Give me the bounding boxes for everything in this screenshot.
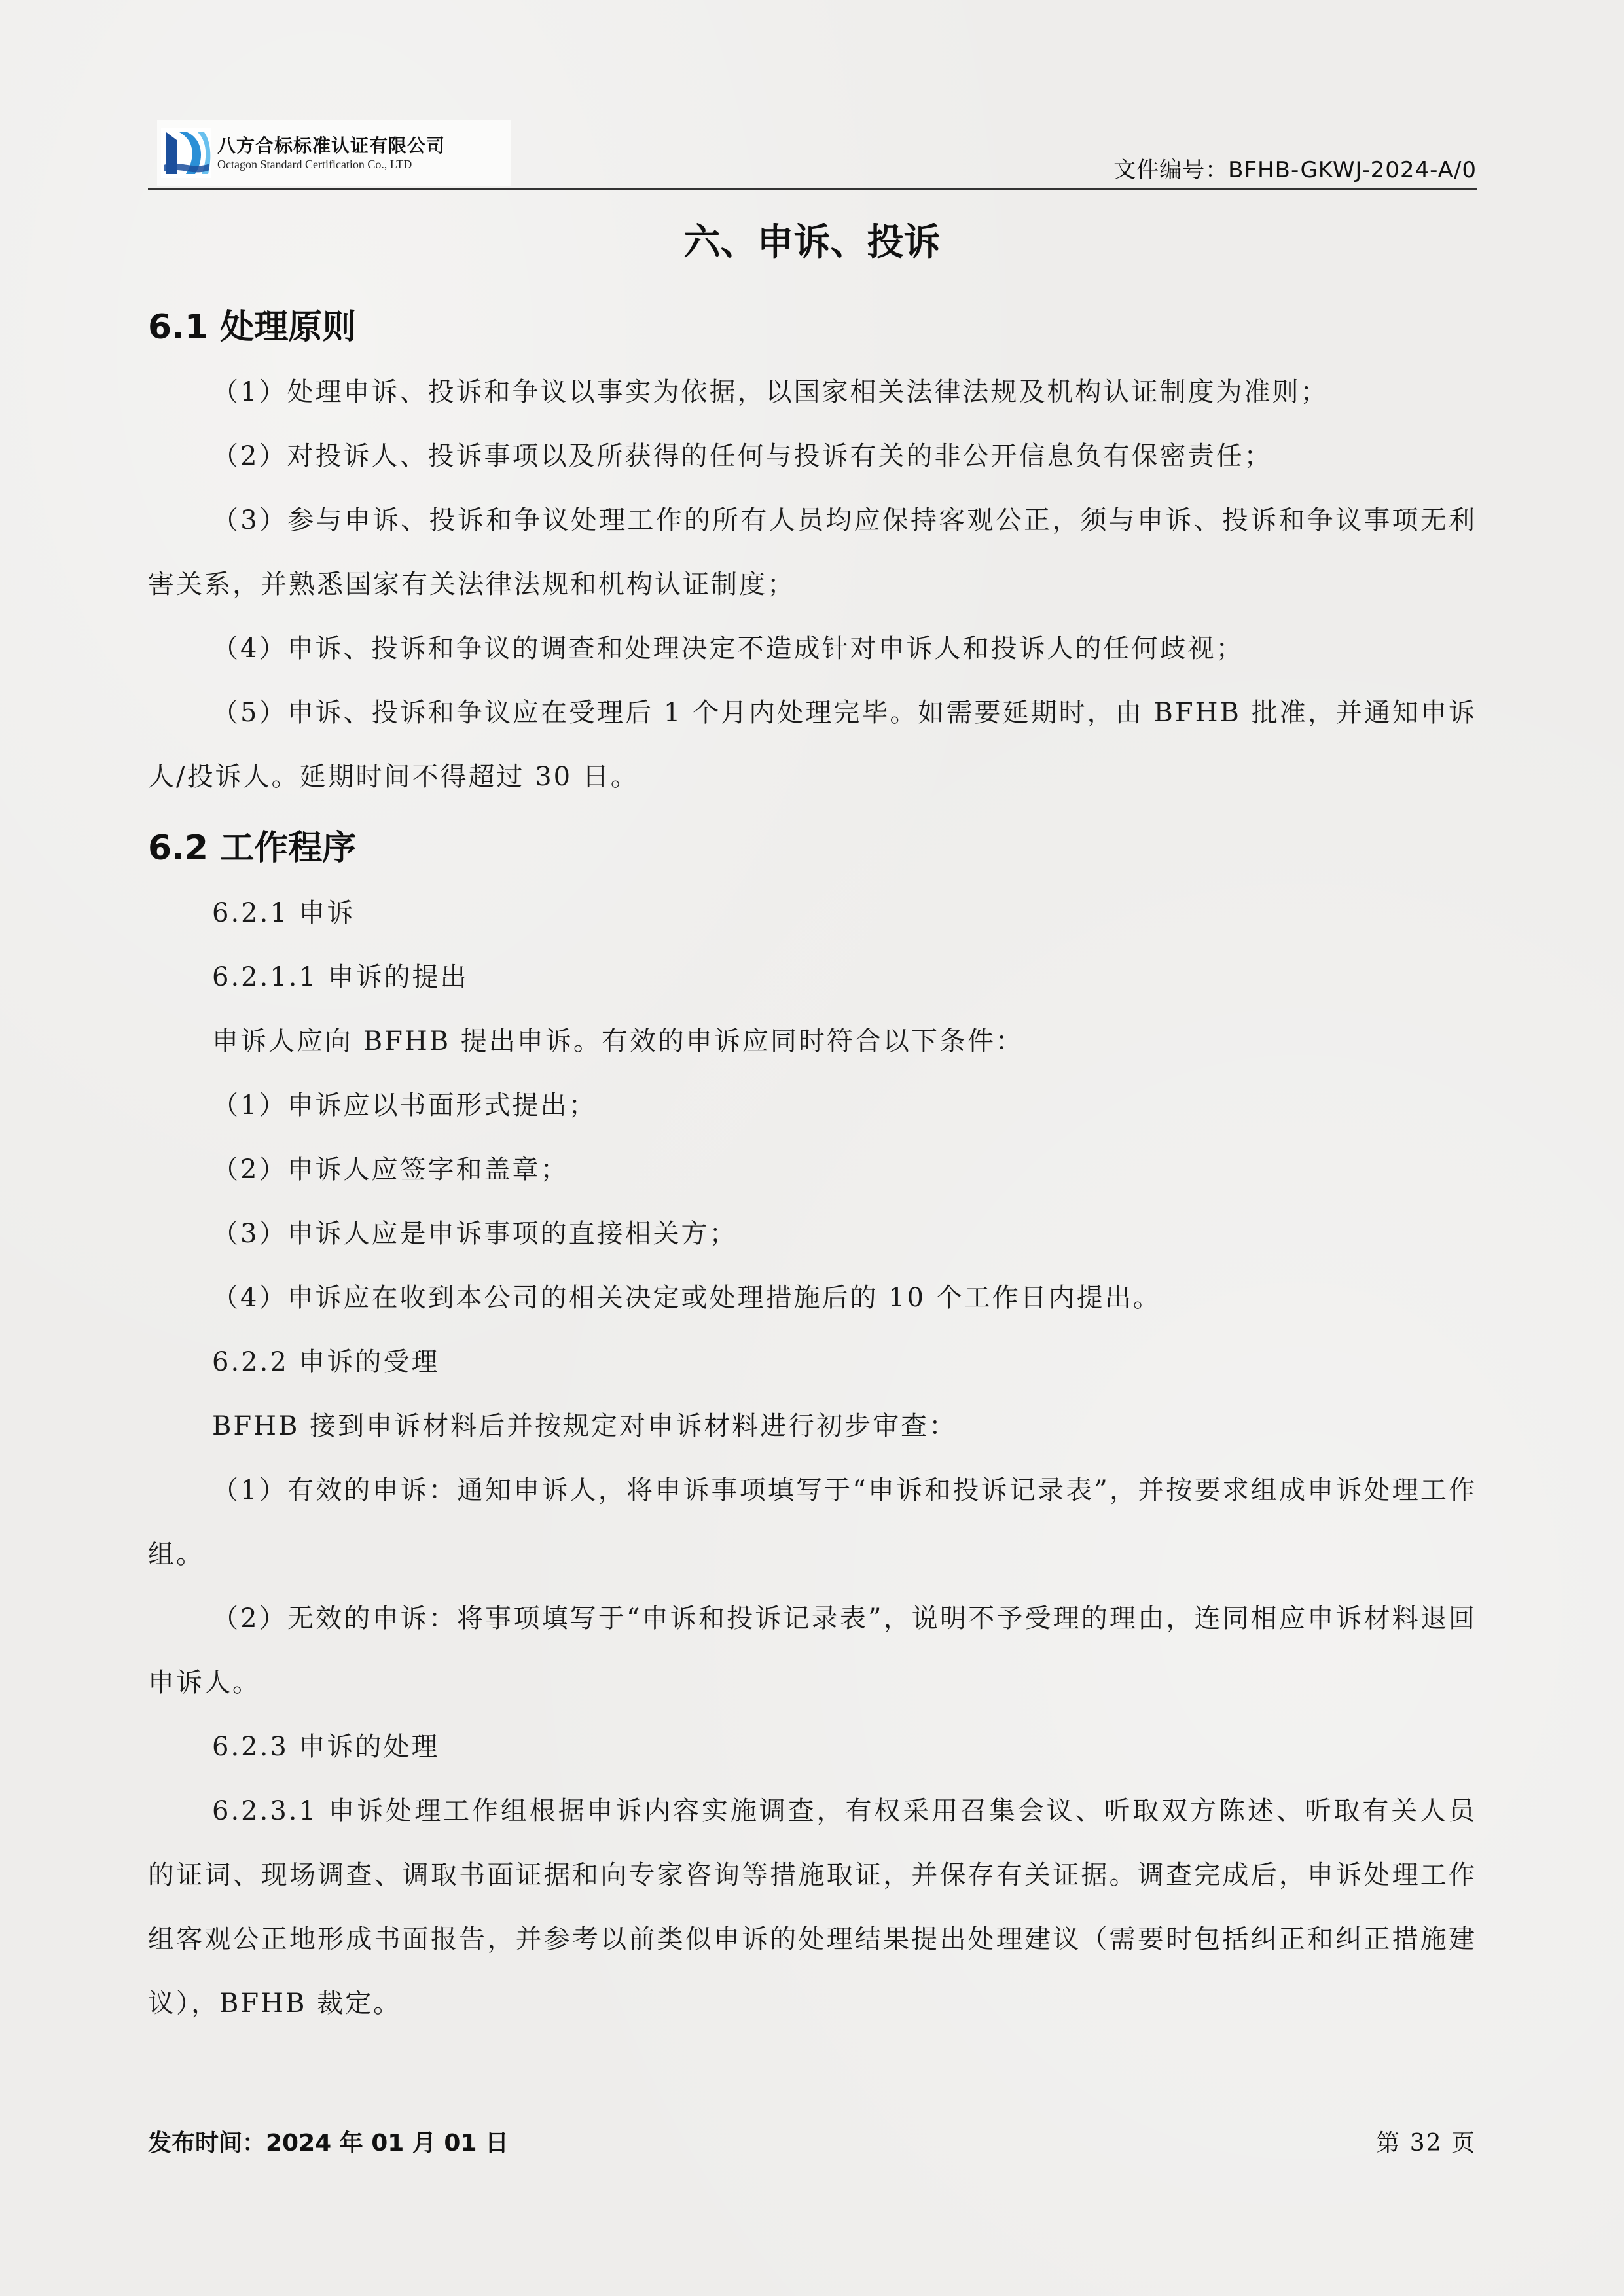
list-item: （2）申诉人应签字和盖章； (212, 1155, 569, 1185)
paragraph: 6.2.3.1 申诉处理工作组根据申诉内容实施调查，有权采用召集会议、听取双方陈述、听取有关人员的证词、现场调查、调取书面证据和向专家咨询等措施取证，并保存有关证据。调查完成后，申诉处理工作组客观公正地形成书面报告，并参考以前类似申诉的处理结果提出处理建议（需要时包括纠正和纠正措施建议），BFHB 裁定。 (148, 1796, 1477, 2018)
paragraph: （1）处理申诉、投诉和争议以事实为依据，以国家相关法律法规及机构认证制度为准则； (212, 377, 1329, 407)
document-number: 文件编号：BFHB-GKWJ-2024-A/0 (1113, 157, 1477, 183)
section-heading-6-1: 6.1 处理原则 (148, 308, 357, 347)
section-heading-6-2: 6.2 工作程序 (148, 829, 357, 868)
paragraph: （3）参与申诉、投诉和争议处理工作的所有人员均应保持客观公正，须与申诉、投诉和争议事项无利害关系，并熟悉国家有关法律法规和机构认证制度； (148, 505, 1477, 600)
list-item: （3）申诉人应是申诉事项的直接相关方； (212, 1219, 738, 1249)
paragraph: （5）申诉、投诉和争议应在受理后 1 个月内处理完毕。如需要延期时，由 BFHB 批准，并通知申诉人/投诉人。延期时间不得超过 30 日。 (148, 698, 1477, 792)
page-title: 六、申诉、投诉 (683, 221, 941, 264)
page-number: 第 32 页 (1376, 2130, 1476, 2157)
publish-date: 发布时间：2024 年 01 月 01 日 (148, 2130, 509, 2157)
logo-company-name: 八方合标标准认证有限公司 (217, 135, 446, 156)
paragraph: 申诉人应向 BFHB 提出申诉。有效的申诉应同时符合以下条件： (212, 1026, 1024, 1056)
paragraph: （4）申诉、投诉和争议的调查和处理决定不造成针对申诉人和投诉人的任何歧视； (212, 634, 1244, 664)
paragraph: BFHB 接到申诉材料后并按规定对申诉材料进行初步审查： (212, 1411, 958, 1441)
logo-company-name-en: Octagon Standard Certification Co., LTD (217, 158, 412, 171)
company-logo (157, 120, 511, 186)
page-header (148, 111, 1477, 188)
header-divider (148, 188, 1477, 190)
subsection-heading: 6.2.1 申诉 (212, 898, 355, 928)
logo-icon (160, 127, 212, 179)
list-item: （2）无效的申诉：将事项填写于“申诉和投诉记录表”，说明不予受理的理由，连同相应申诉材料退回申诉人。 (148, 1604, 1477, 1698)
subsection-heading: 6.2.2 申诉的受理 (212, 1347, 440, 1377)
document-body (148, 295, 1477, 2036)
list-item: （1）申诉应以书面形式提出； (212, 1090, 597, 1121)
subsection-heading: 6.2.3 申诉的处理 (212, 1732, 440, 1762)
list-item: （1）有效的申诉：通知申诉人，将申诉事项填写于“申诉和投诉记录表”，并按要求组成申诉处理工作组。 (148, 1475, 1477, 1570)
list-item: （4）申诉应在收到本公司的相关决定或处理措施后的 10 个工作日内提出。 (212, 1283, 1161, 1313)
subsection-heading: 6.2.1.1 申诉的提出 (212, 962, 469, 992)
paragraph: （2）对投诉人、投诉事项以及所获得的任何与投诉有关的非公开信息负有保密责任； (212, 441, 1272, 471)
